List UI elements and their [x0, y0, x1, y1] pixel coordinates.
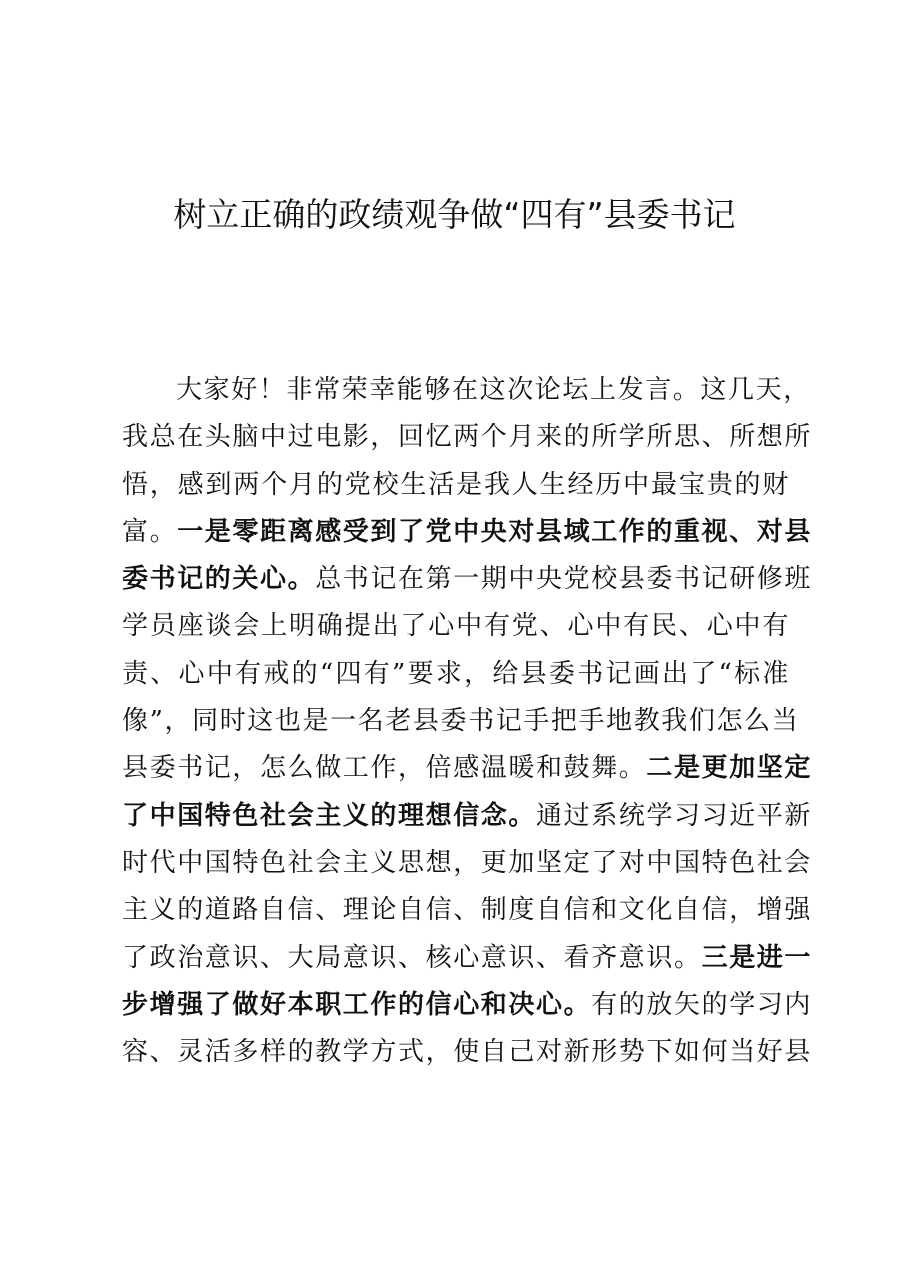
paragraph-line: [122, 509, 813, 556]
text-segment: 学员座谈会上明确提出了心中有党、心中有民、心中有: [122, 611, 790, 642]
bold-text-segment: 了中国特色社会主义的理想信念。: [122, 800, 537, 831]
paragraph-line: [122, 1029, 813, 1076]
paragraph-line: [122, 414, 813, 461]
paragraph-line: [122, 462, 790, 509]
bold-text-segment: 委书记的关心。: [122, 564, 316, 595]
bold-text-segment: 三是进一: [701, 942, 813, 973]
text-segment: 主义的道路自信、理论自信、制度自信和文化自信，增强: [122, 895, 813, 926]
text-segment: 时代中国特色社会主义思想，更加坚定了对中国特色社会: [122, 847, 813, 878]
document-body: [122, 367, 813, 1076]
paragraph-line: [122, 603, 790, 650]
text-segment: 我总在头脑中过电影，回忆两个月来的所学所思、所想所: [122, 422, 813, 453]
bold-text-segment: 一是零距离感受到了党中央对县域工作的重视、对县: [177, 516, 813, 547]
paragraph-line: [122, 887, 813, 934]
paragraph-line: [122, 793, 813, 840]
paragraph-line: [122, 367, 811, 414]
text-segment: 责、心中有戒的“四有”要求，给县委书记画出了“标准: [122, 658, 790, 689]
text-segment: 通过系统学习习近平新: [536, 800, 813, 831]
paragraph-line: [122, 745, 813, 792]
text-segment: 像”，同时这也是一名老县委书记手把手地教我们怎么当: [122, 706, 800, 737]
bold-text-segment: 二是更加坚定: [646, 753, 813, 784]
text-segment: 总书记在第一期中央党校县委书记研修班: [315, 564, 813, 595]
text-segment: 富。: [122, 516, 178, 547]
paragraph-line: [122, 982, 813, 1029]
paragraph-line: [122, 840, 813, 887]
paragraph-line: [122, 698, 800, 745]
text-segment: 大家好！非常荣幸能够在这次论坛上发言。这几天，: [176, 375, 811, 405]
document-title: 树立正确的政绩观争做“四有”县委书记: [173, 195, 736, 234]
text-segment: 容、灵活多样的教学方式，使自己对新形势下如何当好县: [122, 1037, 813, 1068]
paragraph-line: [122, 935, 813, 982]
text-segment: 有的放矢的学习内: [591, 989, 813, 1020]
paragraph-line: [122, 556, 813, 603]
text-segment: 了政治意识、大局意识、核心意识、看齐意识。: [122, 942, 702, 973]
paragraph-line: [122, 651, 790, 698]
bold-text-segment: 步增强了做好本职工作的信心和决心。: [122, 989, 592, 1020]
text-segment: 县委书记，怎么做工作，倍感温暖和鼓舞。: [122, 753, 647, 784]
text-segment: 悟，感到两个月的党校生活是我人生经历中最宝贵的财: [122, 469, 790, 500]
